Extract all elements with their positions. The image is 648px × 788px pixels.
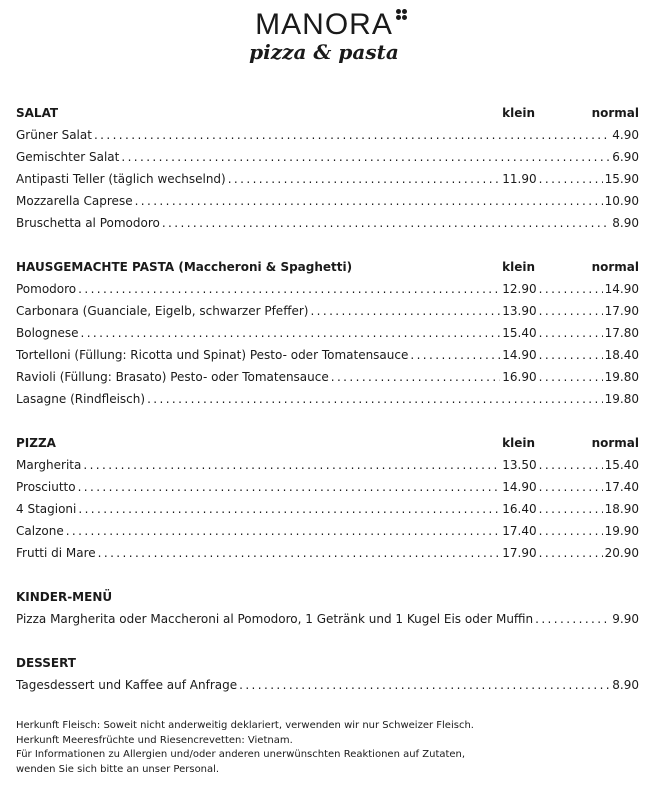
dot-leader	[98, 542, 501, 564]
item-price-klein: 14.90	[502, 480, 537, 494]
item-price-normal: 15.90	[604, 172, 639, 186]
brand-name: MANORA	[255, 8, 393, 41]
menu-item	[16, 212, 639, 234]
item-price-klein: 13.50	[502, 458, 537, 472]
item-name: 4 Stagioni	[16, 502, 77, 516]
menu-item	[16, 344, 639, 366]
dot-leader	[78, 498, 500, 520]
section-header	[16, 652, 639, 674]
item-price-normal: 14.90	[604, 282, 639, 296]
item-price-normal: 19.80	[604, 392, 639, 406]
item-price-normal: 18.90	[604, 502, 639, 516]
column-normal-label: normal	[591, 106, 639, 120]
item-name: Bruschetta al Pomodoro	[16, 216, 160, 230]
section-salat	[16, 102, 639, 234]
item-price-normal: 19.80	[604, 370, 639, 384]
item-name: Pomodoro	[16, 282, 77, 296]
item-price-klein: 17.90	[502, 546, 537, 560]
dot-leader	[539, 498, 603, 520]
item-price-normal: 19.90	[604, 524, 639, 538]
dot-leader	[539, 476, 603, 498]
item-price-klein: 15.40	[502, 326, 537, 340]
menu-item	[16, 322, 639, 344]
dot-leader	[78, 278, 500, 300]
item-price-normal: 15.40	[604, 458, 639, 472]
footer-line: Herkunft Fleisch: Soweit nicht anderweitig deklariert, verwenden wir nur Schweizer Fleisch.	[16, 720, 474, 731]
menu-item	[16, 498, 639, 520]
footer-notes	[16, 719, 636, 777]
item-name: Calzone	[16, 524, 64, 538]
brand-logo	[255, 8, 393, 42]
dot-leader	[539, 542, 603, 564]
dot-leader	[535, 608, 610, 630]
brand-dots-icon	[396, 9, 408, 21]
item-name: Mozzarella Caprese	[16, 194, 133, 208]
item-name: Tortelloni (Füllung: Ricotta und Spinat) Pesto- oder Tomatensauce	[16, 348, 409, 362]
menu-item	[16, 608, 639, 630]
item-name: Bolognese	[16, 326, 79, 340]
menu-item	[16, 366, 639, 388]
item-price-normal: 17.90	[604, 304, 639, 318]
section-dessert	[16, 652, 639, 696]
dot-leader	[410, 344, 500, 366]
menu-item	[16, 300, 639, 322]
dot-leader	[94, 124, 610, 146]
item-name: Antipasti Teller (täglich wechselnd)	[16, 172, 226, 186]
item-price-normal: 10.90	[604, 194, 639, 208]
dot-leader	[331, 366, 501, 388]
item-price-normal: 17.40	[604, 480, 639, 494]
dot-leader	[228, 168, 501, 190]
dot-leader	[310, 300, 500, 322]
item-name: Pizza Margherita oder Maccheroni al Pomodoro, 1 Getränk und 1 Kugel Eis oder Muffin	[16, 612, 534, 626]
menu-item	[16, 278, 639, 300]
item-price-normal: 6.90	[612, 150, 639, 164]
section-kinder-menu	[16, 586, 639, 630]
item-name: Frutti di Mare	[16, 546, 96, 560]
menu-item	[16, 190, 639, 212]
menu-item	[16, 520, 639, 542]
item-name: Ravioli (Füllung: Brasato) Pesto- oder Tomatensauce	[16, 370, 329, 384]
menu-item	[16, 542, 639, 564]
item-price-klein: 16.40	[502, 502, 537, 516]
item-name: Tagesdessert und Kaffee auf Anfrage	[16, 678, 238, 692]
section-pasta	[16, 256, 639, 410]
menu-item	[16, 454, 639, 476]
footer-line: Herkunft Meeresfrüchte und Riesencrevetten: Vietnam.	[16, 734, 293, 746]
item-name: Grüner Salat	[16, 128, 92, 142]
footer-line: wenden Sie sich bitte an unser Personal.	[16, 763, 220, 775]
section-pizza	[16, 432, 639, 564]
section-title: KINDER-MENÜ	[16, 590, 113, 604]
item-price-normal: 8.90	[612, 216, 639, 230]
dot-leader	[239, 674, 610, 696]
menu-item	[16, 674, 639, 696]
item-name: Gemischter Salat	[16, 150, 120, 164]
dot-leader	[81, 322, 501, 344]
footer-line: Für Informationen zu Allergien und/oder anderen unerwünschten Reaktionen auf Zutaten,	[16, 749, 466, 760]
item-price-klein: 14.90	[502, 348, 537, 362]
item-price-klein: 11.90	[502, 172, 537, 186]
menu-item	[16, 146, 639, 168]
dot-leader	[121, 146, 610, 168]
dot-leader	[539, 366, 603, 388]
dot-leader	[539, 344, 603, 366]
item-price-normal: 17.80	[604, 326, 639, 340]
item-price-klein: 13.90	[502, 304, 537, 318]
section-title: SALAT	[16, 106, 59, 120]
column-klein-label: klein	[502, 436, 535, 450]
brand-subtitle: pizza & pasta	[249, 40, 399, 64]
section-header	[16, 256, 639, 278]
dot-leader	[147, 388, 603, 410]
dot-leader	[539, 168, 603, 190]
column-klein-label: klein	[502, 260, 535, 274]
dot-leader	[539, 520, 603, 542]
menu-item	[16, 124, 639, 146]
column-klein-label: klein	[502, 106, 535, 120]
item-price-normal: 8.90	[612, 678, 639, 692]
menu-item	[16, 476, 639, 498]
dot-leader	[539, 278, 603, 300]
section-header	[16, 102, 639, 124]
item-name: Margherita	[16, 458, 82, 472]
dot-leader	[78, 476, 501, 498]
menu-list	[16, 102, 639, 718]
dot-leader	[539, 454, 603, 476]
item-price-klein: 16.90	[502, 370, 537, 384]
menu-item	[16, 168, 639, 190]
section-header	[16, 586, 639, 608]
item-name: Carbonara (Guanciale, Eigelb, schwarzer Pfeffer)	[16, 304, 309, 318]
item-price-normal: 20.90	[604, 546, 639, 560]
menu-header	[0, 8, 648, 64]
column-normal-label: normal	[591, 436, 639, 450]
item-price-normal: 18.40	[604, 348, 639, 362]
item-price-klein: 12.90	[502, 282, 537, 296]
item-name: Prosciutto	[16, 480, 76, 494]
item-price-klein: 17.40	[502, 524, 537, 538]
section-title: DESSERT	[16, 656, 76, 670]
dot-leader	[539, 322, 603, 344]
section-header	[16, 432, 639, 454]
item-price-normal: 9.90	[612, 612, 639, 626]
dot-leader	[539, 300, 603, 322]
dot-leader	[66, 520, 501, 542]
dot-leader	[83, 454, 500, 476]
dot-leader	[135, 190, 603, 212]
item-price-normal: 4.90	[612, 128, 639, 142]
column-normal-label: normal	[591, 260, 639, 274]
dot-leader	[162, 212, 610, 234]
section-title: HAUSGEMACHTE PASTA (Maccheroni & Spaghetti)	[16, 260, 353, 274]
menu-item	[16, 388, 639, 410]
item-name: Lasagne (Rindfleisch)	[16, 392, 146, 406]
section-title: PIZZA	[16, 436, 56, 450]
